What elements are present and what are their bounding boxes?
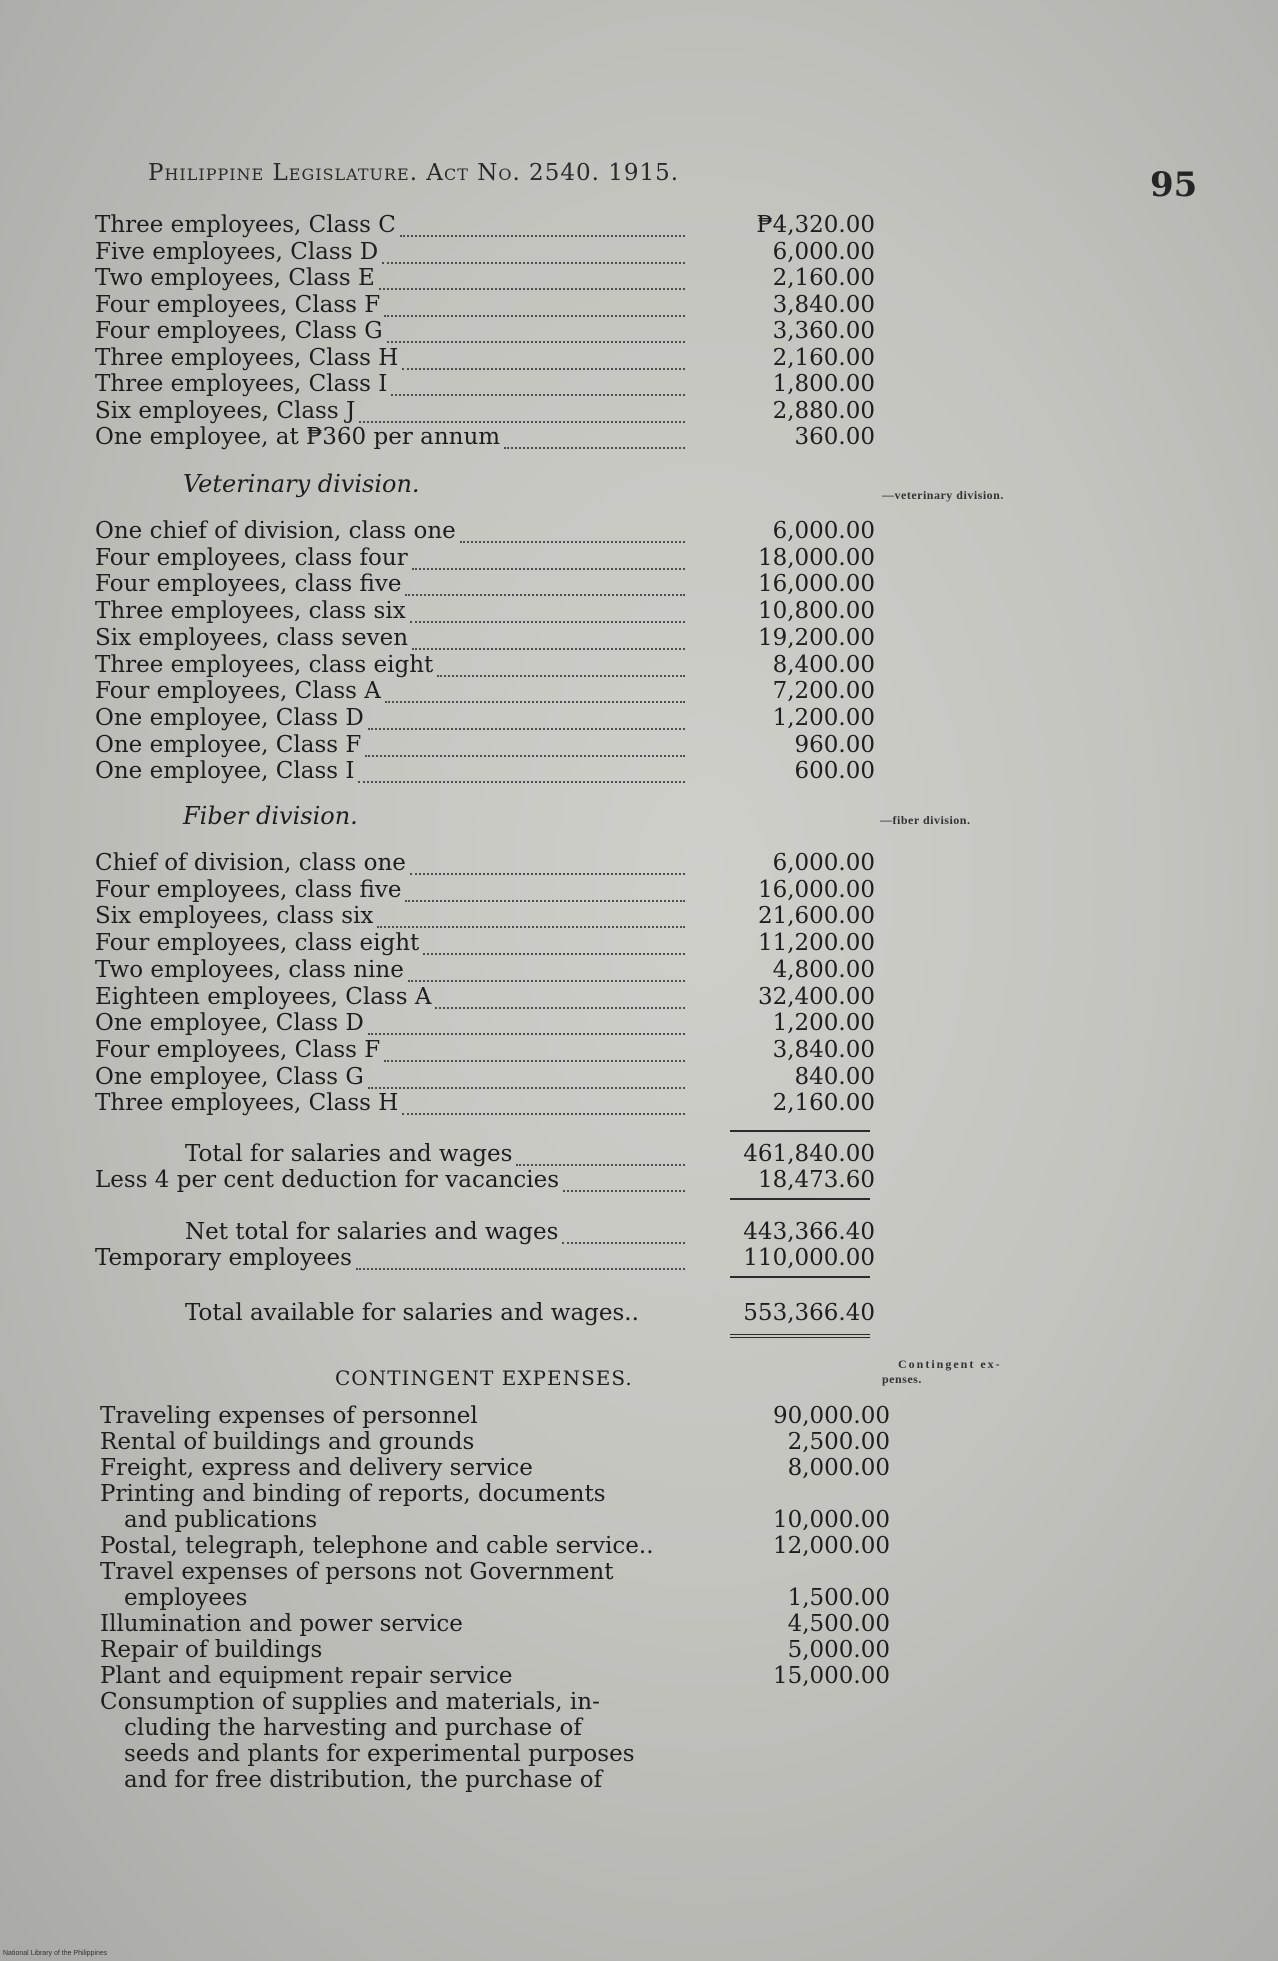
row-label: Three employees, class eight [95,651,434,678]
ledger-row [95,625,875,652]
row-label: Three employees, Class C [95,212,396,238]
row-label: One employee, Class G [95,1063,364,1090]
leader-dots [391,391,685,396]
contingent-line [100,1585,890,1611]
contingent-line [100,1611,890,1637]
ledger-row [95,424,875,451]
row-label: Total for salaries and wages [185,1141,513,1167]
leader-dots [368,1030,685,1035]
ledger-row [95,1245,875,1272]
leader-dots [387,338,685,343]
row-label: Six employees, class six [95,903,374,930]
row-amount: 960.00 [794,731,875,758]
leader-dots [437,672,685,677]
row-label: Net total for salaries and wages [185,1219,559,1245]
row-amount: 2,160.00 [772,1090,875,1117]
row-amount: 2,880.00 [772,397,875,424]
ledger-row [95,984,875,1011]
contingent-item [100,1559,890,1611]
contingent-amount: 4,500.00 [787,1611,890,1637]
contingent-item [100,1611,890,1637]
ledger-row [95,318,875,345]
contingent-amount: 2,500.00 [787,1429,890,1455]
contingent-text: Postal, telegraph, telephone and cable service.. [100,1533,654,1559]
row-label: Less 4 per cent deduction for vacancies [95,1167,559,1193]
contingent-heading: CONTINGENT EXPENSES. [335,1366,633,1390]
row-label: Two employees, Class E [95,265,375,291]
contingent-line [100,1741,700,1767]
row-amount: 7,200.00 [772,678,875,705]
leader-dots [377,923,685,928]
contingent-text: Consumption of supplies and materials, in- [100,1689,600,1715]
leader-dots [410,870,685,875]
ledger-row [95,265,875,292]
contingent-line [100,1507,890,1533]
ledger-row [95,292,875,319]
leader-dots [384,312,685,317]
row-amount: 11,200.00 [757,930,875,957]
contingent-line [100,1559,700,1585]
contingent-amount: 12,000.00 [772,1533,890,1559]
contingent-amount: 15,000.00 [772,1663,890,1689]
row-amount: 443,366.40 [743,1219,875,1245]
row-label: Four employees, class five [95,876,402,903]
row-label: One employee, Class D [95,1010,364,1037]
row-amount: 19,200.00 [757,624,875,651]
row-amount: 18,473.60 [757,1167,875,1193]
fiber-division-title: Fiber division. [183,802,358,830]
ledger-row [95,903,875,930]
row-amount: 8,400.00 [772,651,875,678]
contingent-amount: 8,000.00 [787,1455,890,1481]
contingent-amount: 5,000.00 [787,1637,890,1663]
contingent-text: Rental of buildings and grounds [100,1429,475,1455]
row-amount: 18,000.00 [757,544,875,571]
contingent-item [100,1455,890,1481]
contingent-amount: 10,000.00 [772,1507,890,1533]
contingent-amount: 90,000.00 [772,1403,890,1429]
ledger-row [95,678,875,705]
contingent-line [100,1689,700,1715]
contingent-item [100,1481,890,1533]
row-amount: 6,000.00 [772,850,875,876]
row-label: One employee, Class I [95,758,355,785]
ledger-row [95,652,875,679]
row-amount: 600.00 [794,758,875,785]
leader-dots [408,977,685,982]
ledger-row [95,1010,875,1037]
margin-note-contingent-2: penses. [882,1372,922,1386]
ledger-row [95,545,875,572]
ledger-row [95,758,875,785]
ledger-row [95,1167,875,1194]
leader-dots [504,444,685,449]
ledger-row [95,930,875,957]
ledger-row [95,705,875,732]
leader-dots [379,285,685,290]
contingent-text: Printing and binding of reports, documents [100,1481,606,1507]
leader-dots [412,645,685,650]
row-label: Six employees, Class J [95,397,356,424]
leader-dots [423,950,685,955]
row-label: Three employees, Class I [95,371,388,397]
leader-dots [405,897,685,902]
leader-dots [435,1004,685,1009]
row-amount: 110,000.00 [743,1245,875,1271]
ledger-row [95,371,875,398]
row-label: Three employees, Class H [95,344,399,371]
row-label: One employee, Class D [95,704,364,731]
library-footer: National Library of the Philippines [3,1950,108,1957]
row-label: Three employees, Class H [95,1090,399,1117]
row-amount: 10,800.00 [757,598,875,625]
row-amount: 2,160.00 [772,344,875,371]
row-amount: 2,160.00 [772,265,875,291]
row-label: Four employees, Class F [95,1036,381,1063]
row-label: Four employees, Class A [95,678,381,705]
row-amount: 16,000.00 [757,876,875,903]
leader-dots [516,1161,685,1166]
contingent-line [100,1637,890,1663]
contingent-line [100,1429,890,1455]
contingent-line [100,1533,890,1559]
contingent-text: seeds and plants for experimental purposes [124,1741,635,1767]
contingent-text: Freight, express and delivery service [100,1455,533,1481]
subtotal-rule [730,1130,870,1132]
contingent-line [100,1403,890,1429]
row-amount: 840.00 [794,1063,875,1090]
veterinary-division-title: Veterinary division. [183,470,420,498]
ledger-row [95,957,875,984]
contingent-text: cluding the harvesting and purchase of [124,1715,582,1741]
contingent-line [100,1663,890,1689]
row-label: One employee, at ₱360 per annum [95,424,501,450]
page-number: 95 [1150,165,1198,205]
leader-dots [359,418,685,423]
deduction-rule [730,1198,870,1200]
row-amount: 6,000.00 [772,518,875,544]
ledger-row [95,1300,875,1327]
ledger-row [95,212,875,239]
grand-total-rule [730,1334,870,1338]
leader-dots [405,591,685,596]
ledger-row [95,1090,875,1117]
contingent-item [100,1533,890,1559]
leader-dots [356,1265,685,1270]
margin-note-veterinary: —veterinary division. [882,488,1004,502]
contingent-text: employees [124,1585,248,1611]
contingent-text: Plant and equipment repair service [100,1663,513,1689]
contingent-item [100,1663,890,1689]
contingent-item [100,1689,700,1793]
contingent-text: Repair of buildings [100,1637,323,1663]
row-amount: 1,200.00 [772,704,875,731]
ledger-row [95,518,875,545]
row-amount: 461,840.00 [743,1141,875,1167]
row-amount: 3,840.00 [772,291,875,318]
leader-dots [358,778,685,783]
leader-dots [562,1239,685,1244]
ledger-row [95,850,875,877]
ledger-row [95,598,875,625]
row-label: Four employees, class five [95,571,402,598]
contingent-line [100,1767,700,1793]
row-label: Two employees, class nine [95,956,404,983]
ledger-row [95,732,875,759]
contingent-item [100,1637,890,1663]
row-label: Four employees, Class F [95,291,381,318]
ledger-row [95,345,875,372]
contingent-item [100,1403,890,1429]
running-header: Philippine Legislature. Act No. 2540. 1915. [148,160,680,186]
leader-dots [563,1187,685,1192]
row-label: Four employees, class eight [95,930,420,957]
leader-dots [410,618,685,623]
row-amount: 3,360.00 [772,318,875,344]
row-amount: 16,000.00 [757,571,875,598]
ledger-row [95,877,875,904]
margin-note-contingent: Contingent ex- [898,1357,1002,1371]
contingent-text: Traveling expenses of personnel [100,1403,478,1429]
row-amount: 553,366.40 [743,1300,875,1326]
ledger-row [95,1064,875,1091]
row-label: Temporary employees [95,1245,352,1271]
row-amount: 1,200.00 [772,1010,875,1037]
leader-dots [368,725,685,730]
row-label: Eighteen employees, Class A [95,983,432,1010]
row-amount: 32,400.00 [757,983,875,1010]
row-amount: 21,600.00 [757,903,875,930]
row-amount: 6,000.00 [772,238,875,265]
margin-note-fiber: —fiber division. [880,813,971,827]
contingent-amount: 1,500.00 [787,1585,890,1611]
ledger-row [95,1037,875,1064]
ledger-row [95,1141,875,1168]
contingent-text: and for free distribution, the purchase of [124,1767,603,1793]
leader-dots [368,1084,685,1089]
ledger-row [95,239,875,266]
contingent-text: and publications [124,1507,318,1533]
leader-dots [382,259,685,264]
row-amount: 360.00 [794,424,875,450]
row-amount: ₱4,320.00 [756,212,875,238]
temporary-rule [730,1276,870,1278]
leader-dots [412,565,685,570]
row-label: Three employees, class six [95,598,406,625]
leader-dots [384,1057,685,1062]
ledger-row [95,571,875,598]
row-amount: 3,840.00 [772,1036,875,1063]
leader-dots [402,1110,685,1115]
row-label: Five employees, Class D [95,238,379,265]
row-label: Six employees, class seven [95,624,409,651]
row-label: Chief of division, class one [95,850,406,876]
row-label: One employee, Class F [95,731,362,758]
row-amount: 4,800.00 [772,956,875,983]
leader-dots [460,538,685,543]
contingent-item [100,1429,890,1455]
leader-dots [365,752,685,757]
leader-dots [400,232,685,237]
contingent-line [100,1455,890,1481]
leader-dots [385,698,685,703]
contingent-line [100,1481,700,1507]
ledger-row [95,398,875,425]
row-label: Total available for salaries and wages.. [185,1300,639,1326]
ledger-row [95,1219,875,1246]
contingent-text: Travel expenses of persons not Government [100,1559,614,1585]
row-label: Four employees, Class G [95,318,383,344]
contingent-expenses-list [100,1403,890,1793]
row-amount: 1,800.00 [772,371,875,397]
contingent-line [100,1715,700,1741]
contingent-text: Illumination and power service [100,1611,463,1637]
row-label: One chief of division, class one [95,518,456,544]
row-label: Four employees, class four [95,544,408,571]
leader-dots [402,365,685,370]
